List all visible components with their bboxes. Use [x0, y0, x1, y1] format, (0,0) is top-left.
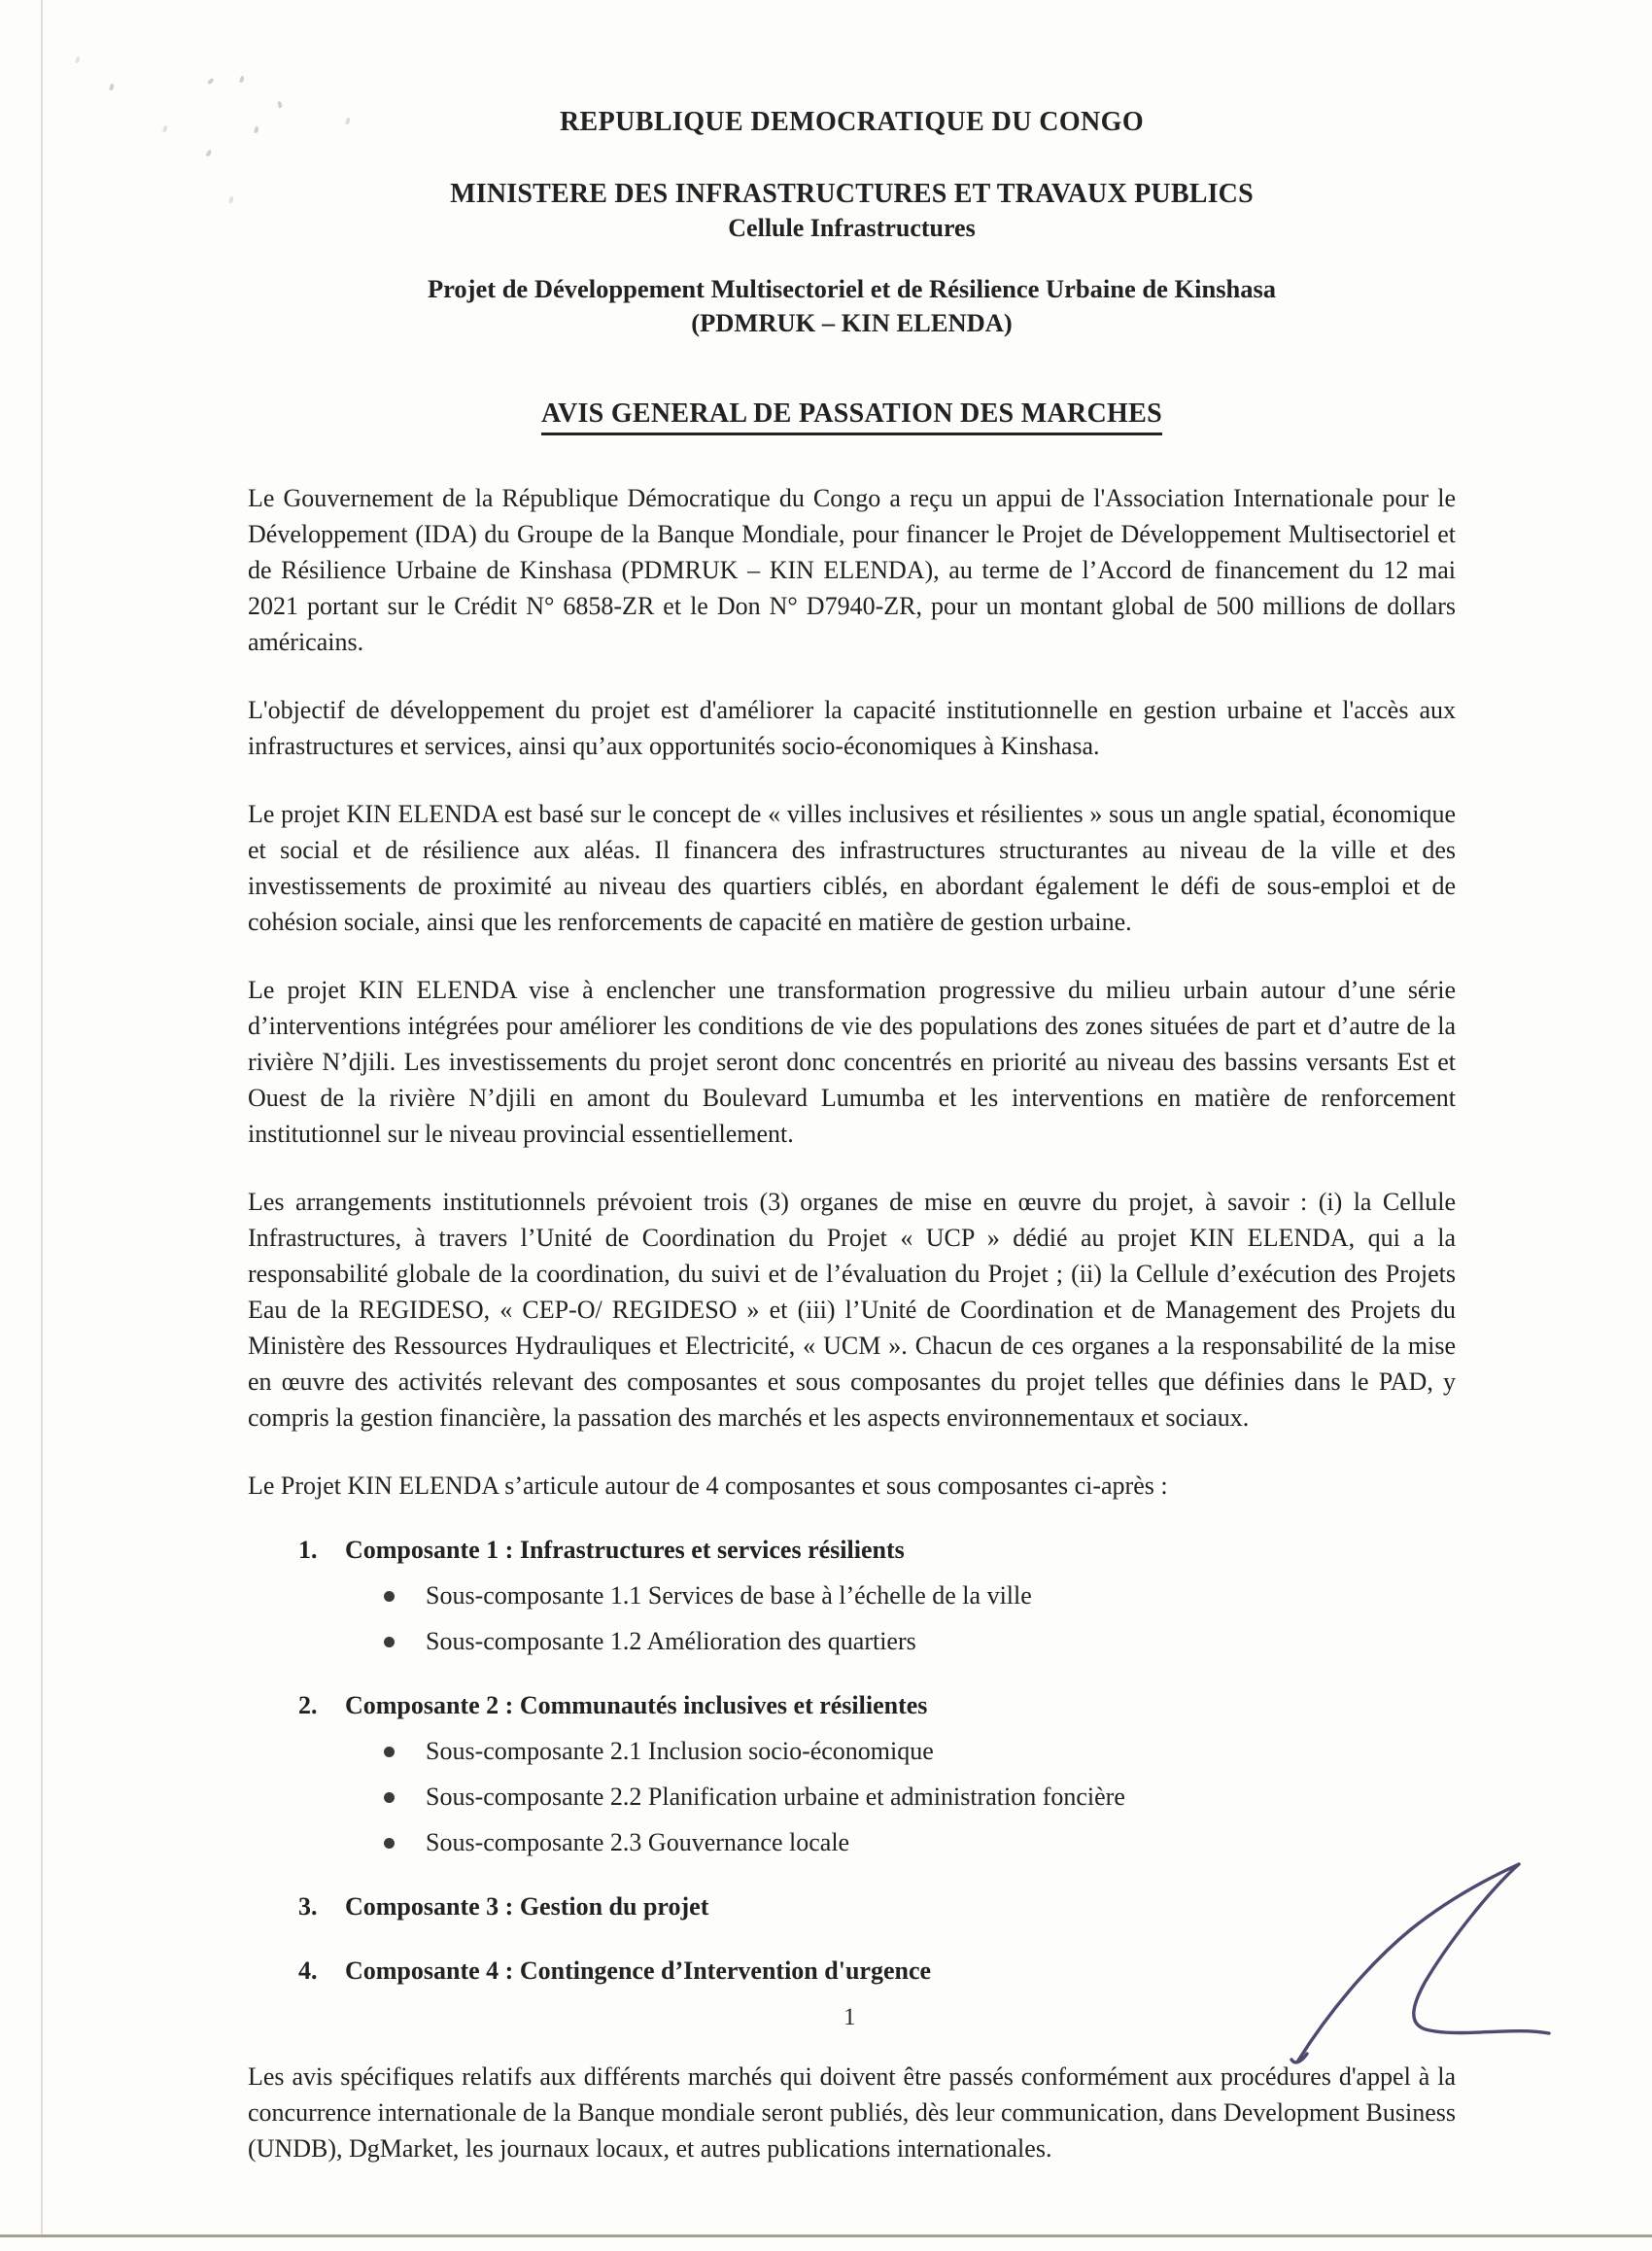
component-number: 4.: [298, 1957, 318, 1985]
scan-speck: [228, 196, 233, 204]
page-number: 1: [843, 2004, 856, 2030]
component-label: Composante 4 : Contingence d’Intervention d'urgence: [345, 1957, 932, 1985]
subcomponent-item: [384, 1780, 1456, 1815]
signature-stroke-downsweep: [1414, 1864, 1549, 2033]
scan-speck: [206, 149, 213, 156]
component-item-1: [248, 1533, 1456, 1568]
scan-left-edge-line: [41, 0, 43, 2237]
signature-mark: [1275, 1845, 1566, 2078]
scan-speck: [109, 84, 114, 91]
subcomponent-item: [384, 1624, 1456, 1659]
component-label: Composante 3 : Gestion du projet: [345, 1892, 709, 1921]
bullet-icon: [384, 1637, 395, 1647]
subcomponent-label: Sous-composante 1.1 Services de base à l’échelle de la ville: [426, 1581, 1032, 1610]
heading-project-acronym: (PDMRUK – KIN ELENDA): [691, 308, 1013, 337]
component-number: 3.: [298, 1892, 318, 1921]
subcomponent-label: Sous-composante 2.1 Inclusion socio-économique: [426, 1737, 934, 1765]
scan-speck: [162, 125, 167, 133]
subcomponent-label: Sous-composante 1.2 Amélioration des quartiers: [426, 1627, 916, 1655]
paragraph-concept: Le projet KIN ELENDA est basé sur le concept de « villes inclusives et résilientes » sous un angle spatial, économique et social et de résilience aux aléas. Il financera des infrastructures structurantes au niveau de la ville et des investissements de proximité au niveau des quartiers ciblés, en abordant également le défi de sous-emploi et de cohésion sociale, ainsi que les renforcements de capacité en matière de gestion urbaine.: [248, 800, 1456, 936]
bullet-icon: [384, 1591, 395, 1602]
component-2-subitems: [248, 1734, 1456, 1860]
paragraph-components-intro: Le Projet KIN ELENDA s’articule autour de 4 composantes et sous composantes ci-après :: [248, 1472, 1168, 1500]
component-number: 2.: [298, 1691, 318, 1719]
component-label: Composante 1 : Infrastructures et services résilients: [345, 1536, 905, 1564]
scan-bottom-edge-line: [0, 2234, 1652, 2237]
bullet-icon: [384, 1747, 395, 1757]
paragraph-financing: Le Gouvernement de la République Démocratique du Congo a reçu un appui de l'Association Internationale pour le Développement (IDA) du Groupe de la Banque Mondiale, pour financer le Projet de Développement Multisectoriel et de Résilience Urbaine de Kinshasa (PDMRUK – KIN ELENDA), au terme de l’Accord de financement du 12 mai 2021 portant sur le Crédit N° 6858-ZR et le Don N° D7940-ZR, pour un montant global de 500 millions de dollars américains.: [248, 484, 1456, 656]
heading-country: REPUBLIQUE DEMOCRATIQUE DU CONGO: [559, 107, 1145, 137]
document-title-wrap: [248, 398, 1456, 435]
component-1-subitems: [248, 1578, 1456, 1659]
heading-ministry: MINISTERE DES INFRASTRUCTURES ET TRAVAUX PUBLICS: [450, 179, 1254, 209]
subcomponent-item: [384, 1734, 1456, 1769]
subcomponent-label: Sous-composante 2.2 Planification urbaine et administration foncière: [426, 1783, 1125, 1811]
heading-unit: Cellule Infrastructures: [728, 214, 976, 242]
component-number: 1.: [298, 1536, 318, 1564]
heading-project: Projet de Développement Multisectoriel et de Résilience Urbaine de Kinshasa: [427, 274, 1277, 303]
subcomponent-label: Sous-composante 2.3 Gouvernance locale: [426, 1828, 850, 1856]
paragraph-objective: L'objectif de développement du projet est d'améliorer la capacité institutionnelle en gestion urbaine et l'accès aux infrastructures et services, ainsi qu’aux opportunités socio-économiques à Kinshasa.: [248, 696, 1456, 760]
paragraph-institutional-arrangements: Les arrangements institutionnels prévoient trois (3) organes de mise en œuvre du projet, à savoir : (i) la Cellule Infrastructures, à travers l’Unité de Coordination du Projet « UCP » dédié au projet KIN ELENDA, qui a la responsabilité globale de la coordination, du suivi et de l’évaluation du Projet ; (ii) la Cellule d’exécution des Projets Eau de la REGIDESO, « CEP-O/ REGIDESO » et (iii) l’Unité de Coordination et de Management des Projets du Ministère des Ressources Hydrauliques et Electricité, « UCM ». Chacun de ces organes a la responsabilité de la mise en œuvre des activités relevant des composantes et sous composantes du projet telles que définies dans le PAD, y compris la gestion financière, la passation des marchés et les aspects environnementaux et sociaux.: [248, 1188, 1456, 1432]
subcomponent-item: [384, 1578, 1456, 1613]
component-item-2: [248, 1688, 1456, 1723]
scan-speck: [75, 56, 80, 64]
bullet-icon: [384, 1792, 395, 1803]
paragraph-transformation: Le projet KIN ELENDA vise à enclencher une transformation progressive du milieu urbain autour d’une série d’interventions intégrées pour améliorer les conditions de vie des populations des zones situées de part et d’autre de la rivière N’djili. Les investissements du projet seront donc concentrés en priorité au niveau des bassins versants Est et Ouest de la rivière N’djili en amont du Boulevard Lumumba et les interventions en matière de renforcement institutionnel sur le niveau provincial essentiellement.: [248, 976, 1456, 1148]
bullet-icon: [384, 1838, 395, 1849]
scan-speck: [239, 76, 244, 84]
document-title: AVIS GENERAL DE PASSATION DES MARCHES: [541, 398, 1162, 435]
component-label: Composante 2 : Communautés inclusives et résilientes: [345, 1691, 928, 1719]
scan-speck: [207, 78, 215, 86]
paragraph-specific-notices: Les avis spécifiques relatifs aux différents marchés qui doivent être passés conformément aux procédures d'appel à la concurrence internationale de la Banque mondiale seront publiés, dès leur communication, dans Development Business (UNDB), DgMarket, les journaux locaux, et autres publications internationales.: [248, 2062, 1456, 2163]
